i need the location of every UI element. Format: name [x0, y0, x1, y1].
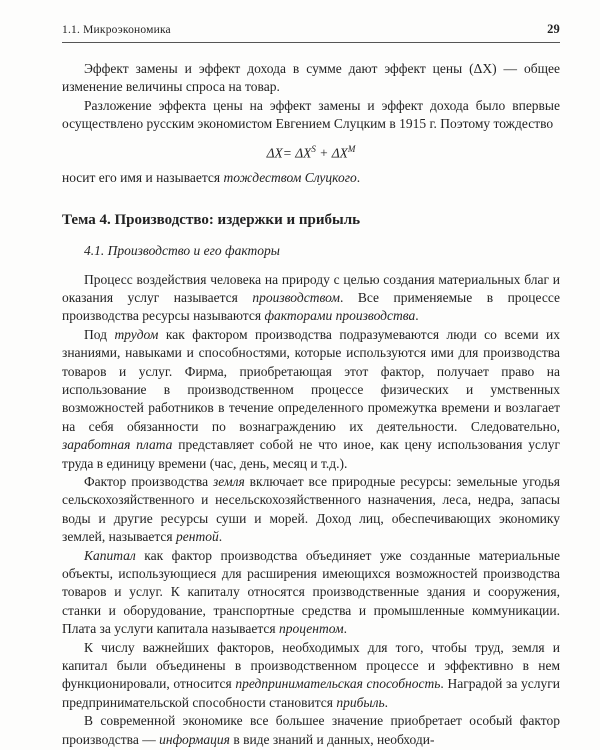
paragraph-entrepreneurship: К числу важнейших факторов, необходимых для того, чтобы труд, земля и капитал были объединены в производственном процессе и эффективно в нем функционировали, относится предпринимательская способность. Наградой за услуги предпринимательской способности становится прибыль. — [62, 639, 560, 710]
term-wage: заработная плата — [62, 437, 173, 453]
subsection-heading: 4.1. Производство и его факторы — [84, 242, 280, 258]
paragraph-information: В современной экономике все большее значение приобретает особый фактор производства — информация в виде знаний и данных, необходи- — [62, 713, 560, 747]
formula-sup-m: M — [347, 143, 356, 154]
term-land: земля — [213, 474, 245, 489]
term-entrepreneurship: предпринимательская способность — [235, 676, 441, 692]
slutsky-formula — [62, 144, 560, 162]
paragraph-capital: Капитал как фактор производства объединяет уже созданные материальные объекты, использующиеся для расширения имеющихся возможностей производства товаров и услуг. К капиталу относятся производственные здания и сооружения, станки и оборудование, транспортные средства и промышленные коммуникации. Плата за услуги капитала называется процентом. — [62, 547, 560, 637]
term-production: производством — [252, 289, 340, 305]
term-factors: факторами производства — [264, 308, 416, 324]
topic-heading: Тема 4. Производство: издержки и прибыль — [62, 211, 361, 228]
formula-lhs: ΔX — [266, 145, 283, 161]
formula-sup-s: S — [311, 143, 316, 154]
formula-plus: + ΔX — [315, 145, 348, 161]
term-interest: процентом — [278, 621, 344, 637]
paragraph-production: Процесс воздействия человека на природу с целью создания материальных благ и оказания услуг называется производством. Все применяемые в процессе производства ресурсы называются факторами производства. — [62, 271, 560, 324]
section-title: 1.1. Микроэкономика — [62, 24, 171, 36]
paragraph-land: Фактор производства земля включает все природные ресурсы: земельные угодья сельскохозяйственного и несельскохозяйственного назначения, леса, недра, запасы воды и другие ресурсы суши и морей. Доход лиц, обеспечивающих экономику землей, называется рентой. — [62, 474, 560, 545]
term-profit: прибыль — [336, 694, 385, 710]
paragraph-price-effect: Эффект замены и эффект дохода в сумме дают эффект цены (ΔX) — общее изменение величины спроса на товар. — [62, 61, 560, 95]
page-number: 29 — [547, 22, 560, 36]
paragraph-labor: Под трудом как фактором производства подразумеваются люди со всеми их знаниями, навыками и способностями, которые используются ими для производства товаров и услуг. Фирма, приобретающая этот фактор, получает право на использование в производственном процессе физических и умственных возможностей работников в течение определенного промежутка времени и возлагает на себя обязанности по вознаграждению их деятельности. Следовательно, заработная плата представляет собой не что иное, как цену использования услуг труда в единицу времени (час, день, месяц и т.д.). — [62, 326, 561, 471]
page-content — [62, 60, 560, 749]
term-information: информация — [159, 731, 230, 747]
paragraph-slutsky-identity: носит его имя и называется тождеством Слуцкого. — [62, 170, 361, 186]
term-slutsky-identity: тождеством Слуцкого — [223, 170, 357, 186]
term-labor: трудом — [114, 326, 159, 342]
running-header — [62, 22, 560, 43]
term-capital: Капитал — [84, 547, 136, 563]
term-rent: рентой — [176, 529, 219, 545]
formula-eq: = ΔX — [282, 145, 312, 161]
paragraph-decomposition: Разложение эффекта цены на эффект замены и эффект дохода было впервые осуществлено русским экономистом Евгением Слуцким в 1915 г. Поэтому тождество — [62, 97, 560, 132]
